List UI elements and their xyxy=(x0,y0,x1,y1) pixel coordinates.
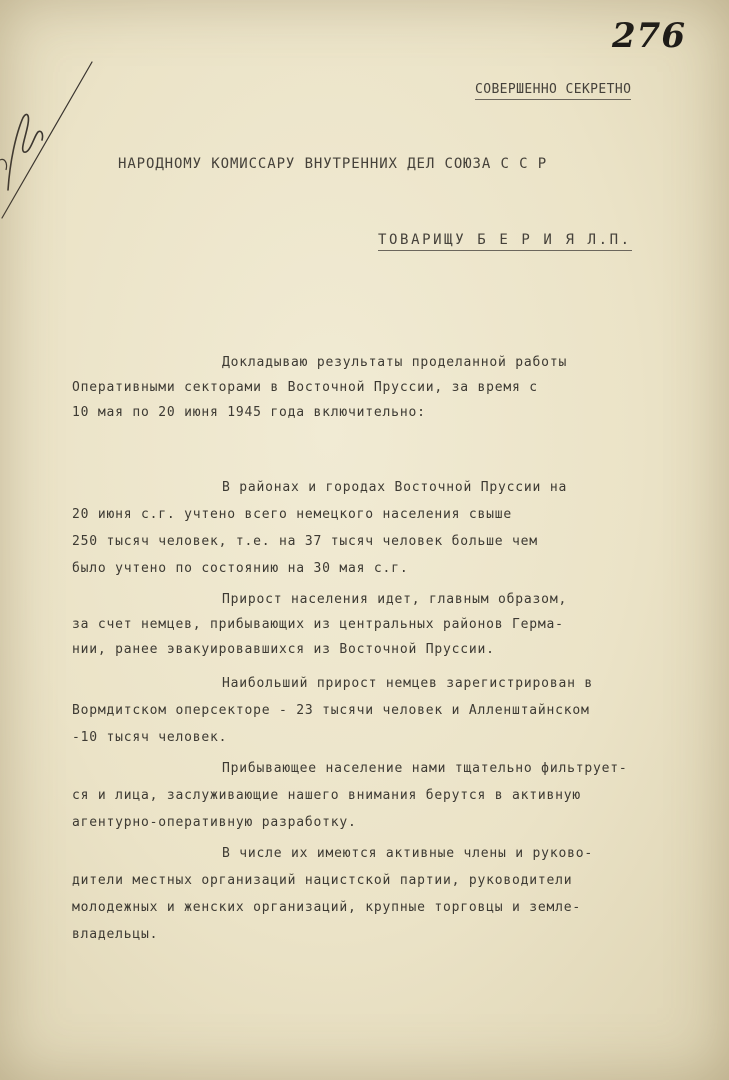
text-line: Докладываю результаты проделанной работы xyxy=(222,355,568,370)
text-line: Оперативными секторами в Восточной Пруссии, за время с xyxy=(72,380,538,395)
paragraph-population-count xyxy=(72,474,722,582)
paragraph-population-growth xyxy=(72,587,722,662)
text-line: было учтено по состоянию на 30 мая с.г. xyxy=(72,561,409,576)
paragraph-largest-growth xyxy=(72,670,722,751)
addressee-line: НАРОДНОМУ КОМИССАРУ ВНУТРЕННИХ ДЕЛ СОЮЗА С С Р xyxy=(118,156,548,172)
text-line: В районах и городах Восточной Пруссии на xyxy=(222,480,568,495)
paragraph-report-intro xyxy=(72,350,722,425)
text-line: дители местных организаций нацистской партии, руководители xyxy=(72,873,573,888)
text-line: ся и лица, заслуживающие нашего внимания берутся в активную xyxy=(72,788,581,803)
margin-annotation-scribble xyxy=(0,40,110,230)
text-line: агентурно-оперативную разработку. xyxy=(72,815,357,830)
text-line: Вормдитском оперсекторе - 23 тысячи человек и Алленштайнском xyxy=(72,703,590,718)
text-line: владельцы. xyxy=(72,927,159,942)
recipient-line: ТОВАРИЩУ Б Е Р И Я Л.П. xyxy=(378,232,632,251)
text-line: молодежных и женских организаций, крупные торговцы и земле- xyxy=(72,900,581,915)
archive-page-number: 276 xyxy=(612,16,686,56)
classification-mark: СОВЕРШЕННО СЕКРЕТНО xyxy=(475,82,631,100)
paragraph-filtration xyxy=(72,755,722,836)
text-line: Прирост населения идет, главным образом, xyxy=(222,592,568,607)
paragraph-among-them xyxy=(72,840,722,948)
text-line: 20 июня с.г. учтено всего немецкого населения свыше xyxy=(72,507,512,522)
text-line: за счет немцев, прибывающих из центральных районов Герма- xyxy=(72,617,564,632)
text-line: -10 тысяч человек. xyxy=(72,730,228,745)
text-line: Наибольший прирост немцев зарегистрирован в xyxy=(222,676,593,691)
text-line: В числе их имеются активные члены и руково- xyxy=(222,846,593,861)
text-line: 10 мая по 20 июня 1945 года включительно: xyxy=(72,405,426,420)
text-line: Прибывающее население нами тщательно фильтрует- xyxy=(222,761,628,776)
text-line: нии, ранее эвакуировавшихся из Восточной Пруссии. xyxy=(72,642,495,657)
text-line: 250 тысяч человек, т.е. на 37 тысяч человек больше чем xyxy=(72,534,538,549)
